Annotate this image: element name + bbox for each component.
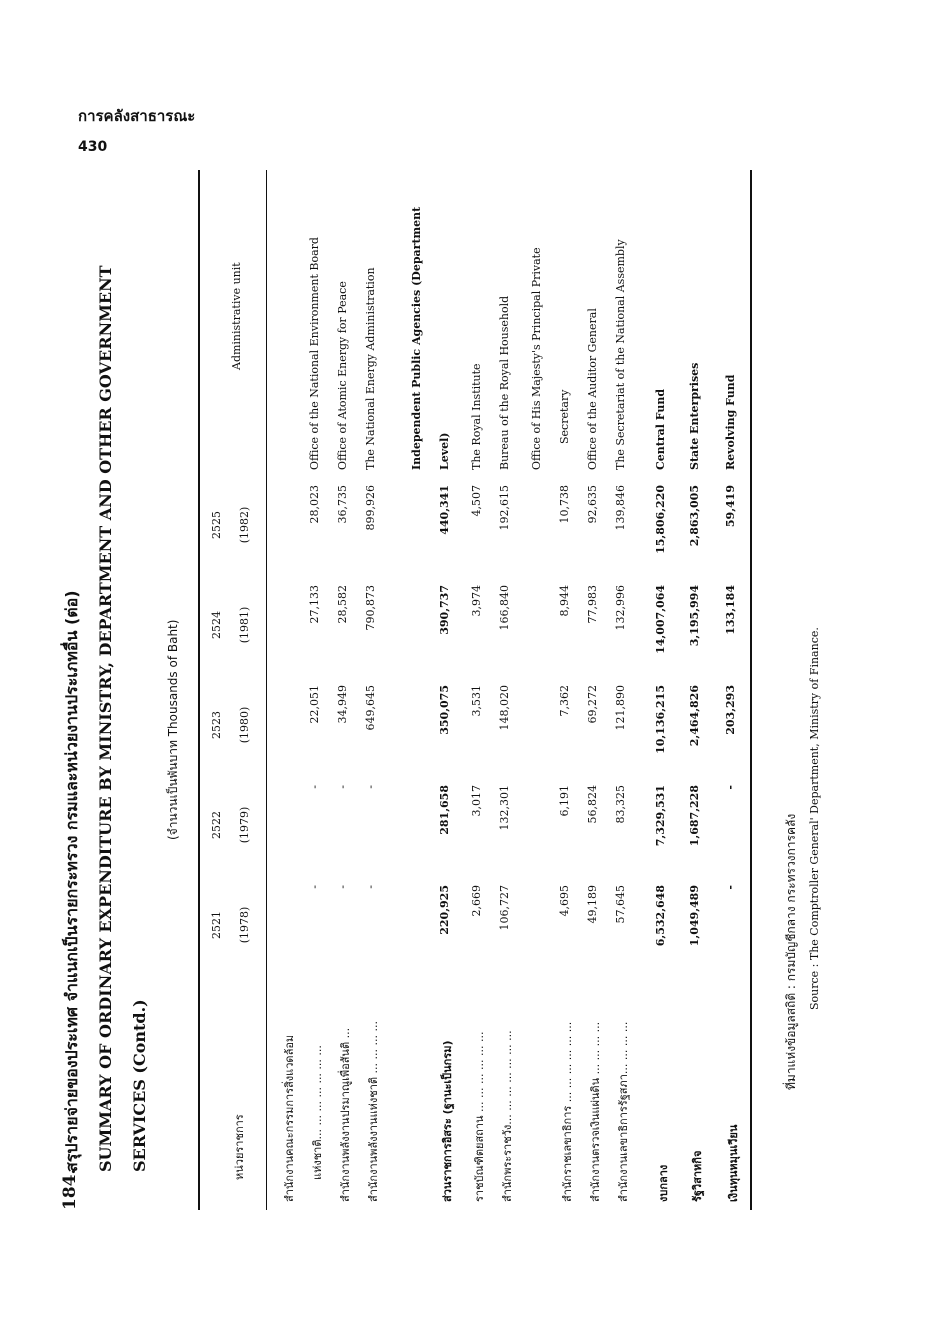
row-9-value-1: 6,191	[558, 785, 571, 817]
row-11-value-3: 132,996	[614, 585, 627, 631]
row-10-english: Office of the Auditor General	[586, 308, 599, 470]
row-5-thai: ส่วนราชการอิสระ (ฐานะเป็นกรม)	[441, 1040, 454, 1202]
row-13-value-3: 3,195,994	[688, 585, 701, 647]
row-1-value-3: 27,133	[308, 585, 321, 624]
table-top-rule	[198, 170, 200, 1210]
page-header-title: การคลังสาธารณะ	[78, 107, 196, 125]
row-9-value-0: 4,695	[558, 885, 571, 917]
row-7-thai: สำนักพระราชวัง... ... ... ... ... ... ...	[501, 1030, 514, 1202]
row-1-value-0: -	[308, 885, 321, 889]
row-3-value-4: 899,926	[364, 485, 377, 531]
row-9-value-4: 10,738	[558, 485, 571, 524]
row-12-value-4: 15,806,220	[654, 485, 667, 554]
row-12-english: Central Fund	[654, 388, 667, 470]
row-6-english: The Royal Institute	[470, 363, 483, 470]
row-13-value-2: 2,464,826	[688, 685, 701, 747]
row-13-value-4: 2,863,005	[688, 485, 701, 547]
row-11-value-0: 57,645	[614, 885, 627, 924]
row-7-value-2: 148,020	[498, 685, 511, 731]
year-be-2: 2522	[210, 811, 223, 839]
row-10-value-2: 69,272	[586, 685, 599, 724]
table-title-english-line2: SERVICES (Contd.)	[130, 999, 149, 1172]
row-6-value-3: 3,974	[470, 585, 483, 617]
row-10-thai: สำนักงานตรวจเงินแผ่นดิน ... ... ... ...	[589, 1021, 602, 1202]
row-3-value-2: 649,645	[364, 685, 377, 731]
row-13-value-1: 1,687,228	[688, 785, 701, 847]
row-9-value-2: 7,362	[558, 685, 571, 717]
row-6-value-2: 3,531	[470, 685, 483, 717]
page-number: 430	[78, 139, 108, 155]
row-9-value-3: 8,944	[558, 585, 571, 617]
row-11-value-1: 83,325	[614, 785, 627, 824]
row-7-english: Bureau of the Royal Household	[498, 295, 511, 470]
row-10-value-0: 49,189	[586, 885, 599, 924]
year-be-5: 2525	[210, 511, 223, 539]
row-10-value-1: 56,824	[586, 785, 599, 824]
row-2-value-4: 36,735	[336, 485, 349, 524]
row-0-thai: สำนักงานคณะกรรมการสิ่งแวดล้อม	[283, 1034, 296, 1202]
row-11-value-4: 139,846	[614, 485, 627, 531]
row-2-value-2: 34,949	[336, 685, 349, 724]
table-header-rule	[266, 170, 267, 1210]
year-ad-5: (1982)	[238, 506, 251, 544]
row-5-value-2: 350,075	[438, 685, 451, 735]
row-2-value-3: 28,582	[336, 585, 349, 624]
row-12-value-0: 6,532,648	[654, 885, 667, 947]
row-12-value-2: 10,136,215	[654, 685, 667, 754]
row-5-value-4: 440,341	[438, 485, 451, 535]
row-14-value-1: -	[724, 785, 737, 790]
row-3-english: The National Energy Administration	[364, 267, 377, 470]
row-14-value-0: -	[724, 885, 737, 890]
row-1-value-4: 28,023	[308, 485, 321, 524]
row-4-english: Independent Public Agencies (Department	[410, 206, 423, 470]
table-bottom-rule	[750, 170, 752, 1210]
row-12-value-1: 7,329,531	[654, 785, 667, 847]
source-english: Source : The Comptroller General' Department, Ministry of Finance.	[808, 627, 821, 1010]
year-be-3: 2523	[210, 711, 223, 739]
row-2-value-0: -	[336, 885, 349, 889]
table-title-english-line1: SUMMARY OF ORDINARY EXPENDITURE BY MINISTRY, DEPARTMENT AND OTHER GOVERNMENT	[96, 265, 115, 1172]
row-5-value-0: 220,925	[438, 885, 451, 935]
year-be-4: 2524	[210, 611, 223, 639]
row-1-thai: แห่งชาติ... ... ... ... ... ... ...	[311, 1045, 324, 1180]
row-14-value-3: 133,184	[724, 585, 737, 635]
row-13-thai: รัฐวิสาหกิจ	[691, 1150, 704, 1202]
row-1-english: Office of the National Environment Board	[308, 237, 321, 470]
header-english: Administrative unit	[230, 262, 243, 370]
row-5-english: Level)	[438, 432, 451, 470]
unit-note: (จำนวนเป็นพันบาท Thousands of Baht)	[166, 619, 180, 840]
row-14-value-2: 203,293	[724, 685, 737, 735]
row-5-value-1: 281,658	[438, 785, 451, 835]
row-8-english: Office of His Majesty's Principal Private	[530, 247, 543, 470]
table-number: 184.	[60, 1168, 80, 1210]
row-14-thai: เงินทุนหมุนเวียน	[727, 1124, 740, 1202]
row-9-thai: สำนักราชเลขาธิการ ... ... ... ... ... ...	[561, 1021, 574, 1202]
year-ad-2: (1979)	[238, 806, 251, 844]
row-2-english: Office of Atomic Energy for Peace	[336, 281, 349, 470]
header-thai: หน่วยราชการ	[233, 1114, 246, 1180]
row-13-value-0: 1,049,489	[688, 885, 701, 947]
row-7-value-0: 106,727	[498, 885, 511, 931]
row-3-thai: สำนักงานพลังงานแห่งชาติ ... ... ... ...	[367, 1020, 380, 1202]
row-10-value-4: 92,635	[586, 485, 599, 524]
row-3-value-3: 790,873	[364, 585, 377, 631]
row-7-value-3: 166,840	[498, 585, 511, 631]
row-11-value-2: 121,890	[614, 685, 627, 731]
table-title-thai: สรุปรายจ่ายของประเทศ จำแนกเป็นรายกระทรวง กรมและหน่วยงานประเภทอื่น (ต่อ)	[62, 590, 81, 1172]
year-ad-4: (1981)	[238, 606, 251, 644]
row-12-thai: งบกลาง	[657, 1164, 670, 1202]
rotated-table-block	[60, 170, 840, 1210]
row-7-value-4: 192,615	[498, 485, 511, 531]
source-thai: ที่มาแห่งข้อมูลสถิติ : กรมบัญชีกลาง กระทรวงการคลัง	[784, 813, 798, 1090]
row-3-value-0: -	[364, 885, 377, 889]
row-2-value-1: -	[336, 785, 349, 789]
row-7-value-1: 132,301	[498, 785, 511, 831]
row-6-thai: ราชบัณฑิตยสถาน ... ... ... ... ... ...	[473, 1031, 486, 1202]
row-10-value-3: 77,983	[586, 585, 599, 624]
row-1-value-1: -	[308, 785, 321, 789]
row-2-thai: สำนักงานพลังงานปรมาณูเพื่อสันติ ...	[339, 1027, 352, 1202]
row-13-english: State Enterprises	[688, 362, 701, 470]
year-ad-1: (1978)	[238, 906, 251, 944]
row-14-value-4: 59,419	[724, 485, 737, 528]
row-5-value-3: 390,737	[438, 585, 451, 635]
row-3-value-1: -	[364, 785, 377, 789]
year-be-1: 2521	[210, 911, 223, 939]
row-11-thai: สำนักงานเลขาธิการรัฐสภา... ... ... ...	[617, 1021, 630, 1202]
row-11-english: The Secretariat of the National Assembly	[614, 239, 627, 470]
row-6-value-4: 4,507	[470, 485, 483, 517]
row-6-value-1: 3,017	[470, 785, 483, 817]
row-9-english: Secretary	[558, 389, 571, 444]
row-6-value-0: 2,669	[470, 885, 483, 917]
row-14-english: Revolving Fund	[724, 374, 737, 470]
row-1-value-2: 22,051	[308, 685, 321, 724]
year-ad-3: (1980)	[238, 706, 251, 744]
row-12-value-3: 14,007,064	[654, 585, 667, 654]
